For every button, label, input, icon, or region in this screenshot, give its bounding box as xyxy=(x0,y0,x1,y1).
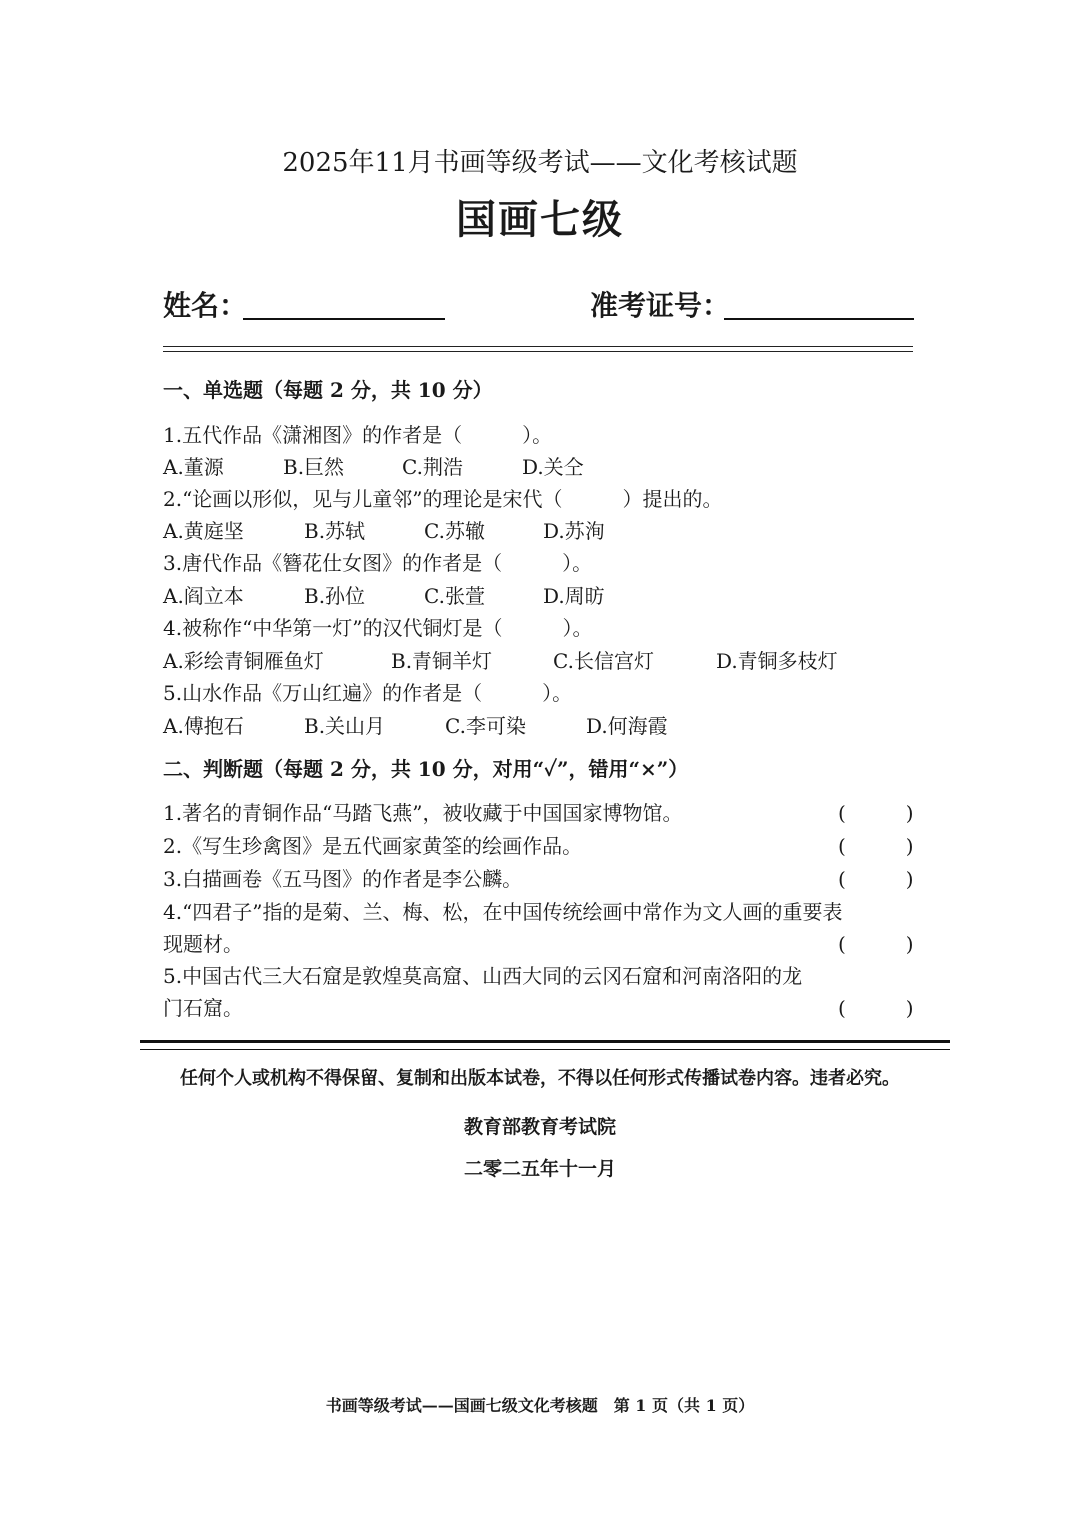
footer-divider xyxy=(140,1040,950,1050)
q4-option-c: C.长信宫灯 xyxy=(553,649,654,673)
q3-option-d: D.周昉 xyxy=(543,584,605,608)
question-4: 4.被称作“中华第一灯”的汉代铜灯是（ ）。 xyxy=(163,616,593,640)
tf-answer-2[interactable]: ( ) xyxy=(838,834,914,858)
q2-option-a: A.黄庭坚 xyxy=(163,519,244,543)
q1-option-b: B.巨然 xyxy=(283,455,345,479)
q4-option-d: D.青铜多枝灯 xyxy=(716,649,838,673)
question-1: 1.五代作品《潇湘图》的作者是（ ）。 xyxy=(163,423,553,447)
section1-heading: 一、单选题（每题 2 分，共 10 分） xyxy=(163,378,493,402)
q5-option-d: D.何海霞 xyxy=(586,714,668,738)
question-3: 3.唐代作品《簪花仕女图》的作者是（ ）。 xyxy=(163,551,593,575)
name-field[interactable] xyxy=(243,318,445,320)
tf-question-5-line2: 门石窟。 xyxy=(163,996,243,1020)
q5-option-c: C.李可染 xyxy=(445,714,526,738)
q1-option-a: A.董源 xyxy=(163,455,224,479)
tf-answer-1[interactable]: ( ) xyxy=(838,801,914,825)
q3-option-a: A.阎立本 xyxy=(163,584,244,608)
issue-date: 二零二五年十一月 xyxy=(463,1158,616,1180)
q2-option-b: B.苏轼 xyxy=(304,519,366,543)
q1-option-d: D.关仝 xyxy=(522,455,584,479)
q4-option-b: B.青铜羊灯 xyxy=(391,649,493,673)
q1-option-c: C.荆浩 xyxy=(402,455,463,479)
name-label: 姓名： xyxy=(163,289,248,322)
exam-subject-title: 国画七级 xyxy=(456,196,624,243)
tf-question-5-line1: 5.中国古代三大石窟是敦煌莫高窟、山西大同的云冈石窟和河南洛阳的龙 xyxy=(163,964,803,988)
q2-option-d: D.苏洵 xyxy=(543,519,605,543)
q5-option-a: A.傅抱石 xyxy=(163,714,244,738)
exam-id-field[interactable] xyxy=(724,318,914,320)
tf-answer-3[interactable]: ( ) xyxy=(838,867,914,891)
q3-option-c: C.张萱 xyxy=(424,584,485,608)
exam-id-label: 准考证号： xyxy=(590,289,731,322)
tf-answer-4[interactable]: ( ) xyxy=(838,932,914,956)
issuer-name: 教育部教育考试院 xyxy=(463,1116,616,1138)
tf-answer-5[interactable]: ( ) xyxy=(838,996,914,1020)
tf-question-4-line2: 现题材。 xyxy=(163,932,243,956)
question-2: 2.“论画以形似，见与儿童邻”的理论是宋代（ ）提出的。 xyxy=(163,487,723,511)
q4-option-a: A.彩绘青铜雁鱼灯 xyxy=(163,649,324,673)
section2-heading: 二、判断题（每题 2 分，共 10 分，对用“✓”，错用“×”） xyxy=(163,757,689,781)
page-footer: 书画等级考试——国画七级文化考核题 第 1 页（共 1 页） xyxy=(325,1396,755,1415)
tf-question-3: 3.白描画卷《五马图》的作者是李公麟。 xyxy=(163,867,523,891)
exam-header-title: 2025年11月书画等级考试——文化考核试题 xyxy=(282,148,798,178)
q2-option-c: C.苏辙 xyxy=(424,519,485,543)
copyright-notice: 任何个人或机构不得保留、复制和出版本试卷，不得以任何形式传播试卷内容。违者必究。 xyxy=(180,1068,900,1089)
q3-option-b: B.孙位 xyxy=(304,584,366,608)
tf-question-2: 2.《写生珍禽图》是五代画家黄筌的绘画作品。 xyxy=(163,834,583,858)
tf-question-4-line1: 4.“四君子”指的是菊、兰、梅、松，在中国传统绘画中常作为文人画的重要表 xyxy=(163,900,843,924)
header-divider xyxy=(163,346,913,352)
q5-option-b: B.关山月 xyxy=(304,714,386,738)
tf-question-1: 1.著名的青铜作品“马踏飞燕”，被收藏于中国国家博物馆。 xyxy=(163,801,683,825)
question-5: 5.山水作品《万山红遍》的作者是（ ）。 xyxy=(163,681,573,705)
